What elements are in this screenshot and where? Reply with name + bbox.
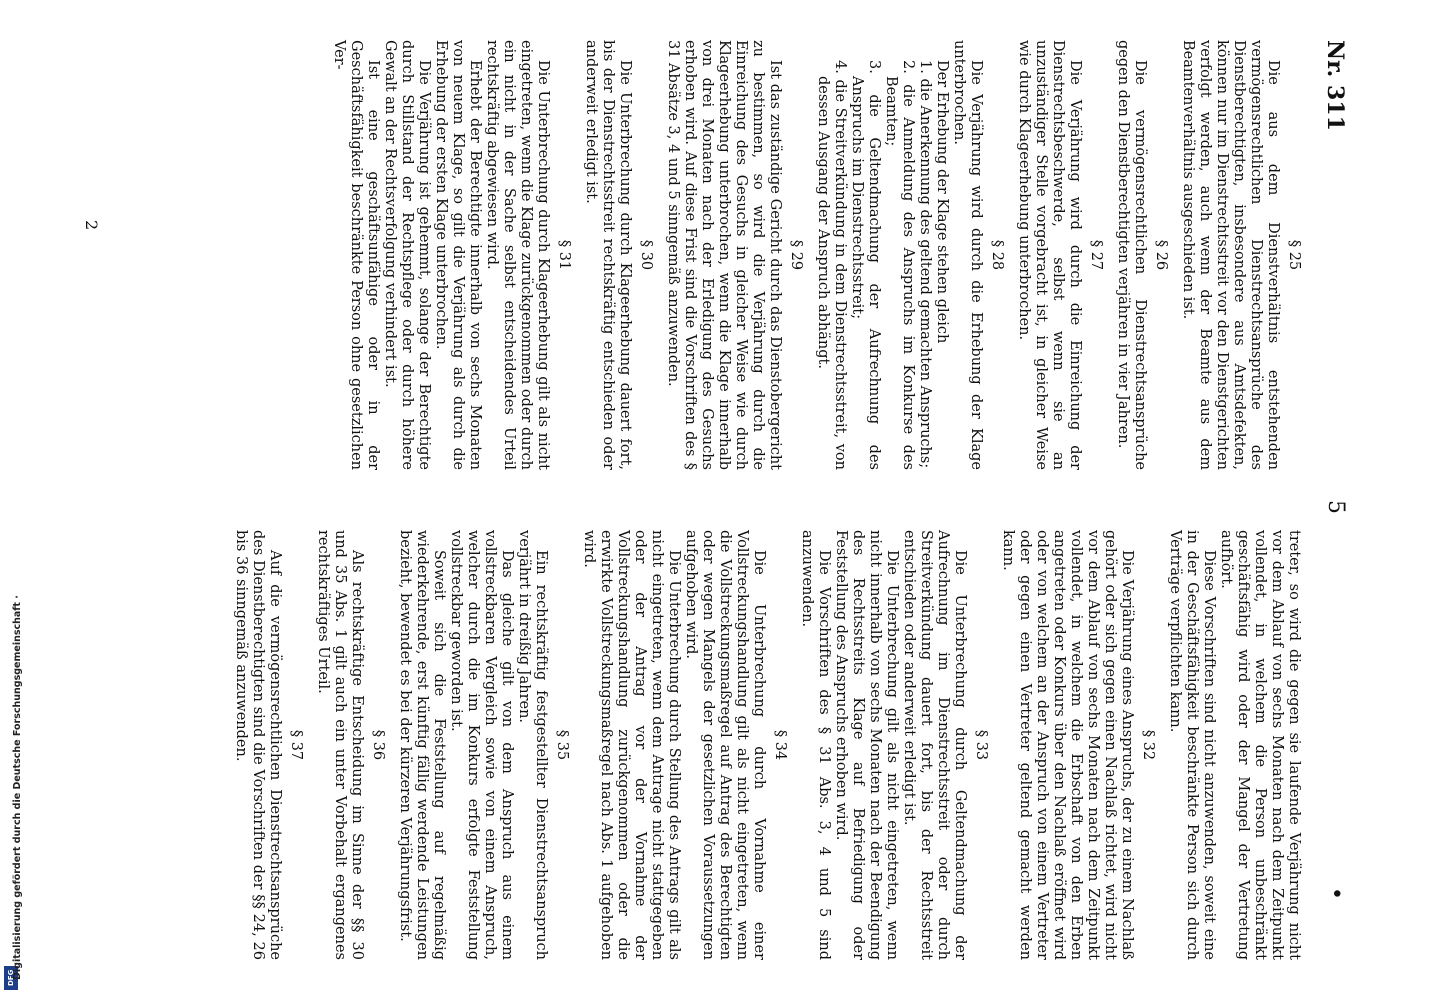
paragraph: Erhebt der Berechtigte innerhalb von sechs Monaten von neuem Klage, so gilt die Verjährung als durch die Erhebung der ersten Klage unterbrochen. — [433, 40, 483, 470]
section-heading: § 35 — [554, 729, 570, 761]
section-heading: § 34 — [772, 729, 788, 761]
paragraph: Die Verjährung eines Anspruchs, der zu einem Nachlaß gehört oder sich gegen einen Nachlaß richtet, wird nicht vor dem Ablauf von sechs Monaten nach dem Zeitpunkt vollendet, in welchem die Erbschaft von den Erben angetreten oder Konkurs über den Nachlaß eröffnet wird oder von welchem an der Anspruch von einem Vertreter oder gegen einen Vertreter geltend gemacht werden kann. — [1000, 530, 1135, 960]
paragraph: Die Unterbrechung durch Vornahme einer Vollstreckungshandlung gilt als nicht eingetreten, wenn die Vollstreckungsmaßregel auf Antrag des Berechtigten oder wegen Mangels der gesetzlichen Voraussetzungen aufgehoben wird. — [683, 530, 767, 960]
paragraph: Die Verjährung wird durch die Erhebung der Klage unterbrochen. — [951, 40, 984, 470]
page-header — [1318, 40, 1348, 960]
list-item: 3. die Geltendmachung der Aufrechnung des Anspruchs im Dienstrechtsstreit; — [849, 60, 882, 470]
numbered-list — [814, 40, 933, 470]
section-heading: § 28 — [989, 239, 1005, 271]
list-item: 4. die Streitverkündung in dem Dienstrechtsstreit, von dessen Ausgang der Anspruch abhängt. — [815, 60, 848, 470]
credit-text: Digitalisierung gefördert durch die Deutsche Forschungsgemeinschaft · — [12, 595, 23, 980]
paragraph: Ist eine geschäftsunfähige oder in der Geschäftsfähigkeit beschränkte Person ohne gesetzlichen Ver- — [331, 40, 381, 470]
paragraph: Die Unterbrechung durch Stellung des Antrags gilt als nicht eingetreten, wenn dem Antrage nicht stattgegeben oder der Antrag vor der Vornahme der Vollstreckungshandlung zurückgenommen oder die erwirkte Vollstreckungsmaßregel nach Abs. 1 aufgehoben wird. — [581, 530, 682, 960]
section-heading: § 30 — [638, 239, 654, 271]
section-heading: § 26 — [1153, 239, 1169, 271]
paragraph: Die Unterbrechung gilt als nicht eingetreten, wenn nicht innerhalb von sechs Monaten nach der Beendigung des Rechtsstreits Klage auf Befriedigung oder Feststellung des Anspruchs erhoben wird. — [833, 530, 900, 960]
right-column — [232, 530, 1302, 960]
page-mark: • — [1323, 887, 1348, 900]
issue-number: Nr. 311 — [1322, 40, 1348, 131]
paragraph: Die Verjährung wird durch die Einreichung der Dienstrechtsbeschwerde, selbst wenn sie an unzuständiger Stelle vorgebracht ist, in gleicher Weise wie durch Klageerhebung unterbrochen. — [1016, 40, 1083, 470]
list-item: 1. die Anerkennung des geltend gemachten Anspruchs; — [917, 60, 933, 469]
paragraph: Die Vorschriften des § 31 Abs. 3, 4 und 5 sind anzuwenden. — [799, 530, 832, 960]
paragraph: Die Unterbrechung durch Klageerhebung dauert fort, bis der Dienstrechtsstreit rechtskräftig entschieden oder anderweit erledigt ist. — [583, 40, 633, 470]
paragraph: Ein rechtskräftig festgestellter Dienstrechtsanspruch verjährt in dreißig Jahren. — [516, 530, 549, 960]
paragraph: Ist das zuständige Gericht durch das Dienstobergericht zu bestimmen, so wird die Verjährung durch die Einreichung des Gesuchs in gleicher Weise wie durch Klageerhebung unterbrochen, wenn die Klage innerhalb von drei Monaten nach der Erledigung des Gesuchs erhoben wird. Auf diese Frist sind die Vorschriften des § 31 Absätze 3, 4 und 5 sinngemäß anzuwenden. — [665, 40, 783, 470]
section-heading: § 37 — [288, 729, 304, 761]
paragraph: Die vermögensrechtlichen Dienstrechtsansprüche gegen den Dienstberechtigten verjähren in vier Jahren. — [1115, 40, 1148, 470]
left-column — [330, 40, 1302, 470]
paragraph: Die Unterbrechung durch Geltendmachung der Aufrechnung im Dienstrechtsstreit oder durch Streitverkündung dauert fort, bis der Rechtsstreit entschieden oder anderweit erledigt ist. — [901, 530, 968, 960]
section-heading: § 33 — [973, 729, 989, 761]
paragraph: Diese Vorschriften sind nicht anzuwenden, soweit eine in der Geschäftsfähigkeit beschränkte Person sich durch Verträge verpflichten kann. — [1167, 530, 1217, 960]
section-heading: § 36 — [370, 729, 386, 761]
list-item: 2. die Anmeldung des Anspruchs im Konkurse des Beamten; — [883, 60, 916, 470]
sheet-number: 2 — [82, 220, 101, 231]
section-heading: § 25 — [1286, 239, 1302, 271]
section-heading: § 31 — [556, 239, 572, 271]
paragraph: Als rechtskräftige Entscheidung im Sinne der §§ 30 und 35 Abs. 1 gilt auch ein unter Vorbehalt ergangenes rechtskräftiges Urteil. — [315, 530, 365, 960]
section-heading: § 32 — [1140, 729, 1156, 761]
paragraph: treter, so wird die gegen sie laufende Verjährung nicht vor dem Ablauf von sechs Monaten nach dem Zeitpunkt vollendet, in welchem die Person unbeschränkt geschäftsfähig wird oder der Mangel der Vertretung aufhört. — [1218, 530, 1302, 960]
paragraph: Das gleiche gilt von dem Anspruch aus einem vollstreckbaren Vergleich sowie von einem Anspruch, welcher durch die im Konkurs erfolgte Feststellung vollstreckbar geworden ist. — [448, 530, 515, 960]
dfg-logo: DFG — [4, 966, 18, 990]
credit-strip — [0, 0, 30, 1000]
page-number: 5 — [1323, 500, 1348, 514]
document-page — [72, 20, 1362, 980]
section-heading: § 29 — [788, 239, 804, 271]
section-heading: § 27 — [1088, 239, 1104, 271]
paragraph: Die Unterbrechung durch Klageerhebung gilt als nicht eingetreten, wenn die Klage zurückgenommen oder durch ein nicht in der Sache selbst entscheidendes Urteil rechtskräftig abgewiesen wird. — [484, 40, 551, 470]
paragraph: Soweit sich die Feststellung auf regelmäßig wiederkehrende, erst künftig fällig werdende Leistungen bezieht, bewendet es bei der kürzeren Verjährungsfrist. — [397, 530, 447, 960]
paragraph: Der Erhebung der Klage stehen gleich — [934, 60, 950, 344]
paragraph: Die Verjährung ist gehemmt, solange der Berechtigte durch Stillstand der Rechtspflege oder durch höhere Gewalt an der Rechtsverfolgung verhindert ist. — [382, 40, 432, 470]
paragraph: Die aus dem Dienstverhältnis entstehenden vermögensrechtlichen Dienstrechtsansprüche des Dienstberechtigten, insbesondere aus Amtsdefekten, können nur im Dienstrechtsstreit vor den Dienstgerichten verfolgt werden, auch wenn der Beamte aus dem Beamtenverhältnis ausgeschieden ist. — [1180, 40, 1281, 470]
paragraph: Auf die vermögensrechtlichen Dienstrechtsansprüche des Dienstberechtigten sind die Vorschriften der §§ 24, 26 bis 36 sinngemäß anzuwenden. — [233, 530, 283, 960]
